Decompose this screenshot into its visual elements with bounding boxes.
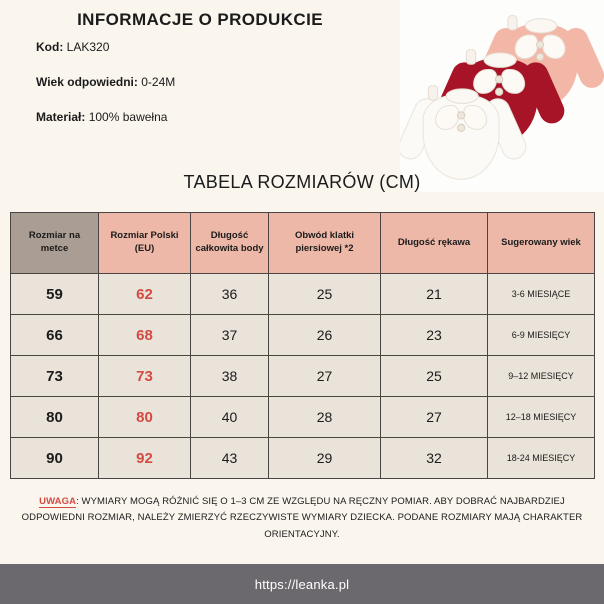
- table-header-row: [11, 213, 595, 274]
- product-photo: [400, 0, 604, 192]
- cell-rekaw: 25: [381, 356, 488, 397]
- bow-knot: [428, 85, 438, 101]
- cell-eu: 68: [99, 315, 191, 356]
- spec-value-kod: LAK320: [66, 40, 110, 54]
- cell-rekaw: 27: [381, 397, 488, 438]
- column-header-dlugosc-body: Długość całkowita body: [191, 213, 269, 274]
- cell-obwod: 25: [269, 274, 381, 315]
- button-bottom: [457, 124, 465, 132]
- note-flag: UWAGA: [39, 496, 77, 507]
- bow-knot: [507, 15, 517, 30]
- cell-metka: 73: [11, 356, 99, 397]
- cell-dlugosc: 37: [191, 315, 269, 356]
- bow-knot: [466, 49, 476, 65]
- cell-wiek: 18-24 MIESIĘCY: [488, 438, 595, 479]
- spec-value-wiek: 0-24M: [141, 75, 176, 89]
- column-header-sugerowany-wiek: Sugerowany wiek: [488, 213, 595, 274]
- cell-wiek: 6-9 MIESIĘCY: [488, 315, 595, 356]
- spec-row-material: [36, 110, 396, 124]
- cell-wiek: 3-6 MIESIĄCE: [488, 274, 595, 315]
- cell-metka: 80: [11, 397, 99, 438]
- size-table: [10, 212, 595, 479]
- column-header-obwod-klatki: Obwód klatki piersiowej *2: [269, 213, 381, 274]
- cell-dlugosc: 40: [191, 397, 269, 438]
- table-row: [11, 438, 595, 479]
- button-bottom: [536, 53, 544, 61]
- cell-obwod: 26: [269, 315, 381, 356]
- cell-metka: 59: [11, 274, 99, 315]
- spec-label-kod: Kod:: [36, 40, 64, 54]
- cell-dlugosc: 38: [191, 356, 269, 397]
- table-row: [11, 315, 595, 356]
- button-bottom: [495, 88, 503, 96]
- table-row: [11, 274, 595, 315]
- cell-dlugosc: 36: [191, 274, 269, 315]
- cell-dlugosc: 43: [191, 438, 269, 479]
- table-row: [11, 397, 595, 438]
- page-title: INFORMACJE O PRODUKCIE: [77, 10, 323, 29]
- cell-rekaw: 32: [381, 438, 488, 479]
- cell-eu: 80: [99, 397, 191, 438]
- column-header-metka: Rozmiar na metce: [11, 213, 99, 274]
- column-header-dlugosc-rekawa: Długość rękawa: [381, 213, 488, 274]
- cell-metka: 66: [11, 315, 99, 356]
- cell-rekaw: 23: [381, 315, 488, 356]
- website-url[interactable]: https://leanka.pl: [254, 576, 350, 592]
- cell-metka: 90: [11, 438, 99, 479]
- spec-label-material: Materiał:: [36, 110, 86, 124]
- size-table-body: [11, 274, 595, 479]
- spec-label-wiek: Wiek odpowiedni:: [36, 75, 138, 89]
- collar: [446, 88, 479, 104]
- cell-eu: 62: [99, 274, 191, 315]
- cell-obwod: 29: [269, 438, 381, 479]
- footer-bar: [0, 564, 604, 604]
- spec-row-kod: [36, 40, 396, 54]
- cell-wiek: 12–18 MIESIĘCY: [488, 397, 595, 438]
- product-photo-stage: [400, 0, 604, 192]
- collar: [484, 52, 517, 68]
- collar: [525, 18, 558, 33]
- table-row: [11, 356, 595, 397]
- measurement-note: [8, 494, 596, 543]
- cell-obwod: 28: [269, 397, 381, 438]
- spec-value-material: 100% bawełna: [88, 110, 168, 124]
- note-text: : WYMIARY MOGĄ RÓŻNIĆ SIĘ O 1–3 CM ZE WZGLĘDU NA RĘCZNY POMIAR. ABY DOBRAĆ NAJBARDZIEJ ODPOWIEDNI ROZMIAR, NALEŻY ZMIERZYĆ RZECZYWISTE WYMIARY DZIECKA. PODANE ROZMIARY MAJĄ CHARAKTER ORIENTACYJNY.: [21, 496, 583, 540]
- product-specs: [36, 40, 396, 145]
- cell-wiek: 9–12 MIESIĘCY: [488, 356, 595, 397]
- cell-obwod: 27: [269, 356, 381, 397]
- size-table-head: [11, 213, 595, 274]
- cell-eu: 73: [99, 356, 191, 397]
- cell-rekaw: 21: [381, 274, 488, 315]
- cell-eu: 92: [99, 438, 191, 479]
- spec-row-wiek: [36, 75, 396, 89]
- button-top: [536, 41, 544, 49]
- column-header-eu: Rozmiar Polski (EU): [99, 213, 191, 274]
- size-table-title: TABELA ROZMIARÓW (CM): [183, 172, 421, 192]
- button-top: [495, 75, 503, 83]
- button-top: [457, 111, 465, 119]
